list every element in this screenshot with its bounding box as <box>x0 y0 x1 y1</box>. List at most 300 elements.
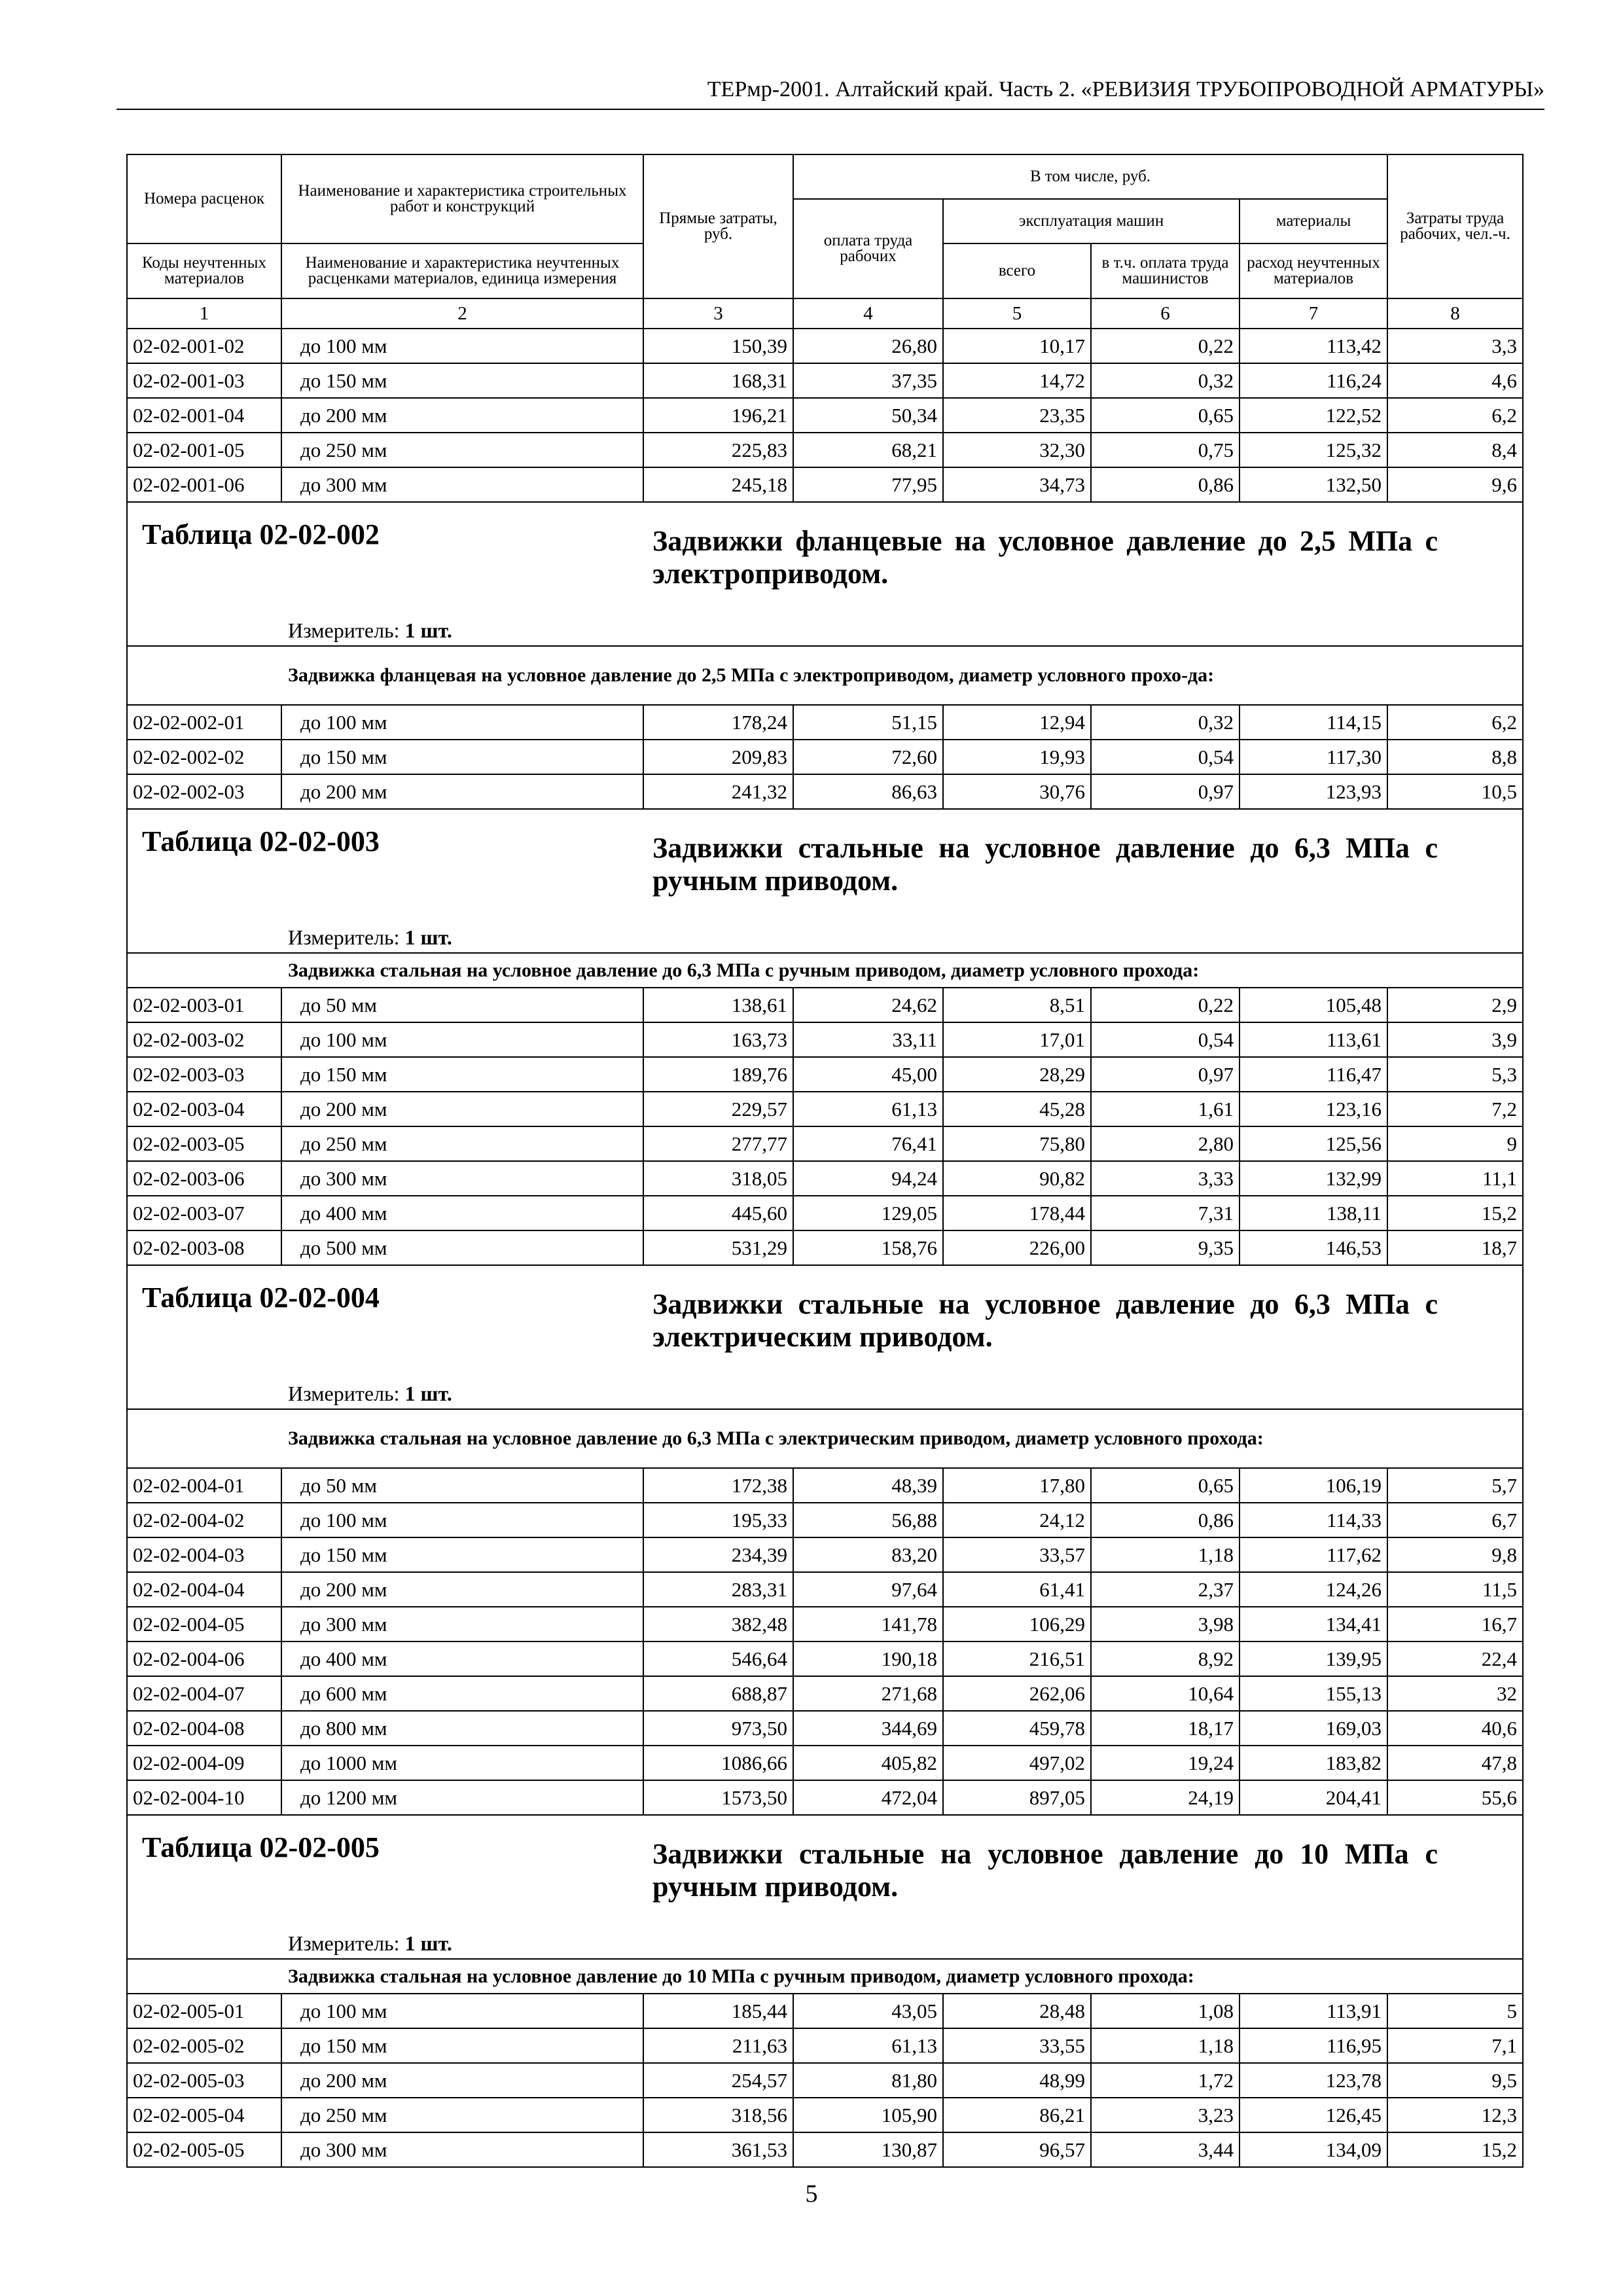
worker-pay-cell: 83,20 <box>793 1537 943 1572</box>
group-row <box>127 1959 1523 1994</box>
labor-cell: 32 <box>1387 1676 1523 1711</box>
worker-pay-cell: 190,18 <box>793 1641 943 1676</box>
machinist-pay-cell: 2,37 <box>1091 1572 1240 1607</box>
table-title: Задвижки фланцевые на условное давление до 2,5 МПа с электроприводом. <box>652 525 1438 590</box>
diameter-cell: до 100 мм <box>281 329 643 363</box>
machine-total-cell: 897,05 <box>943 1780 1091 1815</box>
labor-cell: 12,3 <box>1387 2098 1523 2132</box>
diameter-cell: до 300 мм <box>281 467 643 502</box>
machine-total-cell: 33,55 <box>943 2028 1091 2063</box>
machinist-pay-cell: 1,61 <box>1091 1092 1240 1126</box>
table-row <box>127 1994 1523 2028</box>
worker-pay-cell: 405,82 <box>793 1746 943 1780</box>
table-title-cell <box>127 1815 1523 1928</box>
diameter-cell: до 800 мм <box>281 1711 643 1746</box>
material-use-cell: 114,15 <box>1240 705 1387 740</box>
rate-code-cell: 02-02-004-07 <box>127 1676 281 1711</box>
rate-code-cell: 02-02-001-03 <box>127 363 281 398</box>
table-row <box>127 1711 1523 1746</box>
labor-cell: 40,6 <box>1387 1711 1523 1746</box>
worker-pay-cell: 472,04 <box>793 1780 943 1815</box>
table-row <box>127 1057 1523 1092</box>
machine-total-cell: 497,02 <box>943 1746 1091 1780</box>
labor-cell: 10,5 <box>1387 774 1523 809</box>
machine-total-cell: 34,73 <box>943 467 1091 502</box>
machine-total-cell: 178,44 <box>943 1196 1091 1230</box>
rate-code-cell: 02-02-004-10 <box>127 1780 281 1815</box>
table-row <box>127 1780 1523 1815</box>
table-row <box>127 1126 1523 1161</box>
worker-pay-cell: 97,64 <box>793 1572 943 1607</box>
machinist-pay-cell: 3,33 <box>1091 1161 1240 1196</box>
table-row <box>127 1022 1523 1057</box>
col-header-worker-pay: оплата труда рабочих <box>793 199 943 298</box>
table-title-row <box>127 809 1523 922</box>
rate-code-cell: 02-02-004-06 <box>127 1641 281 1676</box>
machine-total-cell: 216,51 <box>943 1641 1091 1676</box>
worker-pay-cell: 81,80 <box>793 2063 943 2098</box>
material-use-cell: 125,56 <box>1240 1126 1387 1161</box>
table-row <box>127 1607 1523 1641</box>
column-number: 2 <box>281 298 643 329</box>
table-row <box>127 2063 1523 2098</box>
column-number: 3 <box>643 298 793 329</box>
table-row <box>127 1161 1523 1196</box>
labor-cell: 47,8 <box>1387 1746 1523 1780</box>
machine-total-cell: 28,48 <box>943 1994 1091 2028</box>
table-title-cell <box>127 502 1523 615</box>
diameter-cell: до 1000 мм <box>281 1746 643 1780</box>
table-row <box>127 1503 1523 1537</box>
diameter-cell: до 100 мм <box>281 1022 643 1057</box>
col-header-total: всего <box>943 243 1091 298</box>
direct-costs-cell: 277,77 <box>643 1126 793 1161</box>
diameter-cell: до 400 мм <box>281 1196 643 1230</box>
col-header-machine-ops: эксплуатация машин <box>943 199 1240 243</box>
labor-cell: 3,3 <box>1387 329 1523 363</box>
rate-code-cell: 02-02-005-04 <box>127 2098 281 2132</box>
labor-cell: 15,2 <box>1387 1196 1523 1230</box>
material-use-cell: 126,45 <box>1240 2098 1387 2132</box>
machinist-pay-cell: 8,92 <box>1091 1641 1240 1676</box>
diameter-cell: до 100 мм <box>281 1503 643 1537</box>
material-use-cell: 123,93 <box>1240 774 1387 809</box>
labor-cell: 6,2 <box>1387 705 1523 740</box>
material-use-cell: 132,50 <box>1240 467 1387 502</box>
machinist-pay-cell: 2,80 <box>1091 1126 1240 1161</box>
direct-costs-cell: 318,56 <box>643 2098 793 2132</box>
table-row <box>127 1196 1523 1230</box>
direct-costs-cell: 172,38 <box>643 1468 793 1503</box>
col-header-direct-costs: Прямые затраты, руб. <box>643 154 793 298</box>
direct-costs-cell: 189,76 <box>643 1057 793 1092</box>
machinist-pay-cell: 0,22 <box>1091 988 1240 1022</box>
diameter-cell: до 300 мм <box>281 1161 643 1196</box>
direct-costs-cell: 150,39 <box>643 329 793 363</box>
meter-cell <box>127 1928 1523 1959</box>
diameter-cell: до 150 мм <box>281 1537 643 1572</box>
labor-cell: 7,2 <box>1387 1092 1523 1126</box>
worker-pay-cell: 72,60 <box>793 740 943 774</box>
column-number: 6 <box>1091 298 1240 329</box>
table-title: Задвижки стальные на условное давление до 6,3 МПа с ручным приводом. <box>652 832 1438 897</box>
direct-costs-cell: 382,48 <box>643 1607 793 1641</box>
table-row <box>127 398 1523 433</box>
table-title-row <box>127 502 1523 615</box>
labor-cell: 9,5 <box>1387 2063 1523 2098</box>
machine-total-cell: 24,12 <box>943 1503 1091 1537</box>
column-number: 5 <box>943 298 1091 329</box>
meter-label: Измеритель: <box>288 1382 400 1405</box>
labor-cell: 5,7 <box>1387 1468 1523 1503</box>
rate-code-cell: 02-02-001-05 <box>127 433 281 467</box>
meter-value: 1 шт. <box>404 1382 452 1405</box>
rate-code-cell: 02-02-001-02 <box>127 329 281 363</box>
diameter-cell: до 300 мм <box>281 2132 643 2167</box>
direct-costs-cell: 168,31 <box>643 363 793 398</box>
machine-total-cell: 262,06 <box>943 1676 1091 1711</box>
direct-costs-cell: 185,44 <box>643 1994 793 2028</box>
machinist-pay-cell: 10,64 <box>1091 1676 1240 1711</box>
col-header-material-codes: Коды неучтенных материалов <box>127 243 281 298</box>
group-row <box>127 1409 1523 1468</box>
group-title: Задвижка фланцевая на условное давление до 2,5 МПа с электроприводом, диаметр условного прохо-да: <box>127 646 1523 705</box>
material-use-cell: 134,09 <box>1240 2132 1387 2167</box>
meter-row <box>127 615 1523 646</box>
group-title: Задвижка стальная на условное давление до 10 МПа с ручным приводом, диаметр условного прохода: <box>127 1959 1523 1994</box>
table-row <box>127 329 1523 363</box>
col-header-material-use: расход неучтенных материалов <box>1240 243 1387 298</box>
labor-cell: 4,6 <box>1387 363 1523 398</box>
machinist-pay-cell: 0,22 <box>1091 329 1240 363</box>
col-header-labor: Затраты труда рабочих, чел.-ч. <box>1387 154 1523 298</box>
col-header-machinist-pay: в т.ч. оплата труда машинистов <box>1091 243 1240 298</box>
material-use-cell: 155,13 <box>1240 1676 1387 1711</box>
machine-total-cell: 12,94 <box>943 705 1091 740</box>
worker-pay-cell: 94,24 <box>793 1161 943 1196</box>
group-title: Задвижка стальная на условное давление до 6,3 МПа с электрическим приводом, диаметр условного прохода: <box>127 1409 1523 1468</box>
labor-cell: 11,1 <box>1387 1161 1523 1196</box>
machinist-pay-cell: 3,98 <box>1091 1607 1240 1641</box>
machinist-pay-cell: 3,23 <box>1091 2098 1240 2132</box>
rate-code-cell: 02-02-004-04 <box>127 1572 281 1607</box>
machine-total-cell: 86,21 <box>943 2098 1091 2132</box>
direct-costs-cell: 1086,66 <box>643 1746 793 1780</box>
machinist-pay-cell: 1,72 <box>1091 2063 1240 2098</box>
diameter-cell: до 150 мм <box>281 363 643 398</box>
table-title: Задвижки стальные на условное давление до 10 МПа с ручным приводом. <box>652 1838 1438 1903</box>
labor-cell: 55,6 <box>1387 1780 1523 1815</box>
rate-code-cell: 02-02-005-02 <box>127 2028 281 2063</box>
worker-pay-cell: 271,68 <box>793 1676 943 1711</box>
rate-code-cell: 02-02-003-08 <box>127 1230 281 1265</box>
table-row <box>127 1468 1523 1503</box>
diameter-cell: до 250 мм <box>281 2098 643 2132</box>
machinist-pay-cell: 9,35 <box>1091 1230 1240 1265</box>
diameter-cell: до 150 мм <box>281 740 643 774</box>
machinist-pay-cell: 0,97 <box>1091 1057 1240 1092</box>
direct-costs-cell: 361,53 <box>643 2132 793 2167</box>
diameter-cell: до 200 мм <box>281 2063 643 2098</box>
table-id: Таблица 02-02-002 <box>142 518 380 550</box>
page-header: ТЕРмр-2001. Алтайский край. Часть 2. «РЕВИЗИЯ ТРУБОПРОВОДНОЙ АРМАТУРЫ» <box>116 73 1544 110</box>
labor-cell: 5,3 <box>1387 1057 1523 1092</box>
material-use-cell: 113,42 <box>1240 329 1387 363</box>
labor-cell: 9 <box>1387 1126 1523 1161</box>
meter-label: Измеритель: <box>288 925 400 949</box>
rate-code-cell: 02-02-004-02 <box>127 1503 281 1537</box>
material-use-cell: 134,41 <box>1240 1607 1387 1641</box>
table-title-cell <box>127 1265 1523 1378</box>
rate-code-cell: 02-02-004-01 <box>127 1468 281 1503</box>
labor-cell: 8,8 <box>1387 740 1523 774</box>
table-row <box>127 433 1523 467</box>
col-header-including: В том числе, руб. <box>793 154 1387 199</box>
machinist-pay-cell: 0,65 <box>1091 398 1240 433</box>
rate-code-cell: 02-02-002-03 <box>127 774 281 809</box>
labor-cell: 7,1 <box>1387 2028 1523 2063</box>
material-use-cell: 139,95 <box>1240 1641 1387 1676</box>
rate-code-cell: 02-02-003-06 <box>127 1161 281 1196</box>
rate-code-cell: 02-02-002-02 <box>127 740 281 774</box>
worker-pay-cell: 158,76 <box>793 1230 943 1265</box>
machinist-pay-cell: 3,44 <box>1091 2132 1240 2167</box>
material-use-cell: 122,52 <box>1240 398 1387 433</box>
direct-costs-cell: 195,33 <box>643 1503 793 1537</box>
page-number: 5 <box>805 2180 818 2208</box>
diameter-cell: до 500 мм <box>281 1230 643 1265</box>
rate-code-cell: 02-02-004-03 <box>127 1537 281 1572</box>
table-row <box>127 988 1523 1022</box>
table-row <box>127 1230 1523 1265</box>
table-row <box>127 363 1523 398</box>
diameter-cell: до 200 мм <box>281 1572 643 1607</box>
labor-cell: 22,4 <box>1387 1641 1523 1676</box>
labor-cell: 11,5 <box>1387 1572 1523 1607</box>
worker-pay-cell: 24,62 <box>793 988 943 1022</box>
machinist-pay-cell: 1,18 <box>1091 1537 1240 1572</box>
diameter-cell: до 200 мм <box>281 398 643 433</box>
direct-costs-cell: 178,24 <box>643 705 793 740</box>
worker-pay-cell: 33,11 <box>793 1022 943 1057</box>
material-use-cell: 116,47 <box>1240 1057 1387 1092</box>
diameter-cell: до 600 мм <box>281 1676 643 1711</box>
machine-total-cell: 17,01 <box>943 1022 1091 1057</box>
labor-cell: 2,9 <box>1387 988 1523 1022</box>
direct-costs-cell: 209,83 <box>643 740 793 774</box>
machine-total-cell: 75,80 <box>943 1126 1091 1161</box>
machine-total-cell: 96,57 <box>943 2132 1091 2167</box>
direct-costs-cell: 1573,50 <box>643 1780 793 1815</box>
material-use-cell: 125,32 <box>1240 433 1387 467</box>
rate-code-cell: 02-02-002-01 <box>127 705 281 740</box>
col-header-material-names: Наименование и характеристика неучтенных расценками материалов, единица измерения <box>281 243 643 298</box>
machine-total-cell: 30,76 <box>943 774 1091 809</box>
machine-total-cell: 48,99 <box>943 2063 1091 2098</box>
rate-code-cell: 02-02-005-03 <box>127 2063 281 2098</box>
machine-total-cell: 14,72 <box>943 363 1091 398</box>
diameter-cell: до 100 мм <box>281 1994 643 2028</box>
rates-table-body <box>127 154 1523 2167</box>
machine-total-cell: 32,30 <box>943 433 1091 467</box>
direct-costs-cell: 229,57 <box>643 1092 793 1126</box>
table-row <box>127 705 1523 740</box>
rates-table <box>126 154 1524 2168</box>
direct-costs-cell: 163,73 <box>643 1022 793 1057</box>
table-row <box>127 774 1523 809</box>
machinist-pay-cell: 0,86 <box>1091 467 1240 502</box>
rate-code-cell: 02-02-003-02 <box>127 1022 281 1057</box>
machine-total-cell: 45,28 <box>943 1092 1091 1126</box>
material-use-cell: 204,41 <box>1240 1780 1387 1815</box>
direct-costs-cell: 973,50 <box>643 1711 793 1746</box>
material-use-cell: 105,48 <box>1240 988 1387 1022</box>
meter-value: 1 шт. <box>404 925 452 949</box>
machine-total-cell: 17,80 <box>943 1468 1091 1503</box>
direct-costs-cell: 283,31 <box>643 1572 793 1607</box>
table-id: Таблица 02-02-003 <box>142 825 380 857</box>
labor-cell: 6,7 <box>1387 1503 1523 1537</box>
labor-cell: 8,4 <box>1387 433 1523 467</box>
machine-total-cell: 106,29 <box>943 1607 1091 1641</box>
labor-cell: 18,7 <box>1387 1230 1523 1265</box>
machine-total-cell: 459,78 <box>943 1711 1091 1746</box>
diameter-cell: до 150 мм <box>281 1057 643 1092</box>
worker-pay-cell: 50,34 <box>793 398 943 433</box>
rate-code-cell: 02-02-003-05 <box>127 1126 281 1161</box>
diameter-cell: до 150 мм <box>281 2028 643 2063</box>
machinist-pay-cell: 0,86 <box>1091 1503 1240 1537</box>
diameter-cell: до 50 мм <box>281 988 643 1022</box>
table-id: Таблица 02-02-005 <box>142 1831 380 1863</box>
worker-pay-cell: 76,41 <box>793 1126 943 1161</box>
table-row <box>127 2132 1523 2167</box>
machinist-pay-cell: 0,32 <box>1091 705 1240 740</box>
machine-total-cell: 8,51 <box>943 988 1091 1022</box>
machine-total-cell: 23,35 <box>943 398 1091 433</box>
direct-costs-cell: 254,57 <box>643 2063 793 2098</box>
worker-pay-cell: 45,00 <box>793 1057 943 1092</box>
meter-row <box>127 1928 1523 1959</box>
machine-total-cell: 226,00 <box>943 1230 1091 1265</box>
labor-cell: 15,2 <box>1387 2132 1523 2167</box>
diameter-cell: до 50 мм <box>281 1468 643 1503</box>
direct-costs-cell: 234,39 <box>643 1537 793 1572</box>
material-use-cell: 117,30 <box>1240 740 1387 774</box>
machinist-pay-cell: 0,75 <box>1091 433 1240 467</box>
meter-label: Измеритель: <box>288 619 400 642</box>
machinist-pay-cell: 0,54 <box>1091 1022 1240 1057</box>
machine-total-cell: 28,29 <box>943 1057 1091 1092</box>
worker-pay-cell: 86,63 <box>793 774 943 809</box>
rate-code-cell: 02-02-003-01 <box>127 988 281 1022</box>
diameter-cell: до 300 мм <box>281 1607 643 1641</box>
material-use-cell: 113,91 <box>1240 1994 1387 2028</box>
machinist-pay-cell: 18,17 <box>1091 1711 1240 1746</box>
direct-costs-cell: 546,64 <box>643 1641 793 1676</box>
worker-pay-cell: 105,90 <box>793 2098 943 2132</box>
material-use-cell: 146,53 <box>1240 1230 1387 1265</box>
machine-total-cell: 33,57 <box>943 1537 1091 1572</box>
meter-value: 1 шт. <box>404 619 452 642</box>
rate-code-cell: 02-02-004-08 <box>127 1711 281 1746</box>
meter-cell <box>127 1378 1523 1409</box>
direct-costs-cell: 688,87 <box>643 1676 793 1711</box>
direct-costs-cell: 245,18 <box>643 467 793 502</box>
machinist-pay-cell: 7,31 <box>1091 1196 1240 1230</box>
rate-code-cell: 02-02-003-04 <box>127 1092 281 1126</box>
material-use-cell: 123,78 <box>1240 2063 1387 2098</box>
worker-pay-cell: 68,21 <box>793 433 943 467</box>
table-title-row <box>127 1815 1523 1928</box>
material-use-cell: 114,33 <box>1240 1503 1387 1537</box>
col-header-materials: материалы <box>1240 199 1387 243</box>
diameter-cell: до 250 мм <box>281 1126 643 1161</box>
rate-code-cell: 02-02-003-03 <box>127 1057 281 1092</box>
worker-pay-cell: 61,13 <box>793 1092 943 1126</box>
worker-pay-cell: 51,15 <box>793 705 943 740</box>
rate-code-cell: 02-02-001-06 <box>127 467 281 502</box>
machinist-pay-cell: 1,18 <box>1091 2028 1240 2063</box>
rate-code-cell: 02-02-004-05 <box>127 1607 281 1641</box>
meter-row <box>127 1378 1523 1409</box>
diameter-cell: до 250 мм <box>281 433 643 467</box>
meter-value: 1 шт. <box>404 1931 452 1955</box>
table-row <box>127 467 1523 502</box>
direct-costs-cell: 531,29 <box>643 1230 793 1265</box>
labor-cell: 9,6 <box>1387 467 1523 502</box>
meter-row <box>127 922 1523 953</box>
column-number: 7 <box>1240 298 1387 329</box>
diameter-cell: до 400 мм <box>281 1641 643 1676</box>
table-title-row <box>127 1265 1523 1378</box>
table-row <box>127 1676 1523 1711</box>
material-use-cell: 183,82 <box>1240 1746 1387 1780</box>
column-number-row <box>127 298 1523 329</box>
material-use-cell: 116,95 <box>1240 2028 1387 2063</box>
machine-total-cell: 10,17 <box>943 329 1091 363</box>
worker-pay-cell: 61,13 <box>793 2028 943 2063</box>
rate-code-cell: 02-02-004-09 <box>127 1746 281 1780</box>
col-header-rate-numbers: Номера расценок <box>127 154 281 243</box>
table-row <box>127 1572 1523 1607</box>
direct-costs-cell: 445,60 <box>643 1196 793 1230</box>
direct-costs-cell: 241,32 <box>643 774 793 809</box>
table-title: Задвижки стальные на условное давление до 6,3 МПа с электрическим приводом. <box>652 1288 1438 1353</box>
material-use-cell: 132,99 <box>1240 1161 1387 1196</box>
machinist-pay-cell: 0,54 <box>1091 740 1240 774</box>
machinist-pay-cell: 1,08 <box>1091 1994 1240 2028</box>
worker-pay-cell: 130,87 <box>793 2132 943 2167</box>
table-row <box>127 1092 1523 1126</box>
material-use-cell: 123,16 <box>1240 1092 1387 1126</box>
direct-costs-cell: 138,61 <box>643 988 793 1022</box>
table-row <box>127 1537 1523 1572</box>
labor-cell: 3,9 <box>1387 1022 1523 1057</box>
material-use-cell: 113,61 <box>1240 1022 1387 1057</box>
worker-pay-cell: 26,80 <box>793 329 943 363</box>
machine-total-cell: 19,93 <box>943 740 1091 774</box>
table-row <box>127 2098 1523 2132</box>
machine-total-cell: 61,41 <box>943 1572 1091 1607</box>
column-number: 1 <box>127 298 281 329</box>
meter-cell <box>127 922 1523 953</box>
table-row <box>127 2028 1523 2063</box>
rate-code-cell: 02-02-005-01 <box>127 1994 281 2028</box>
worker-pay-cell: 37,35 <box>793 363 943 398</box>
group-row <box>127 646 1523 705</box>
material-use-cell: 169,03 <box>1240 1711 1387 1746</box>
